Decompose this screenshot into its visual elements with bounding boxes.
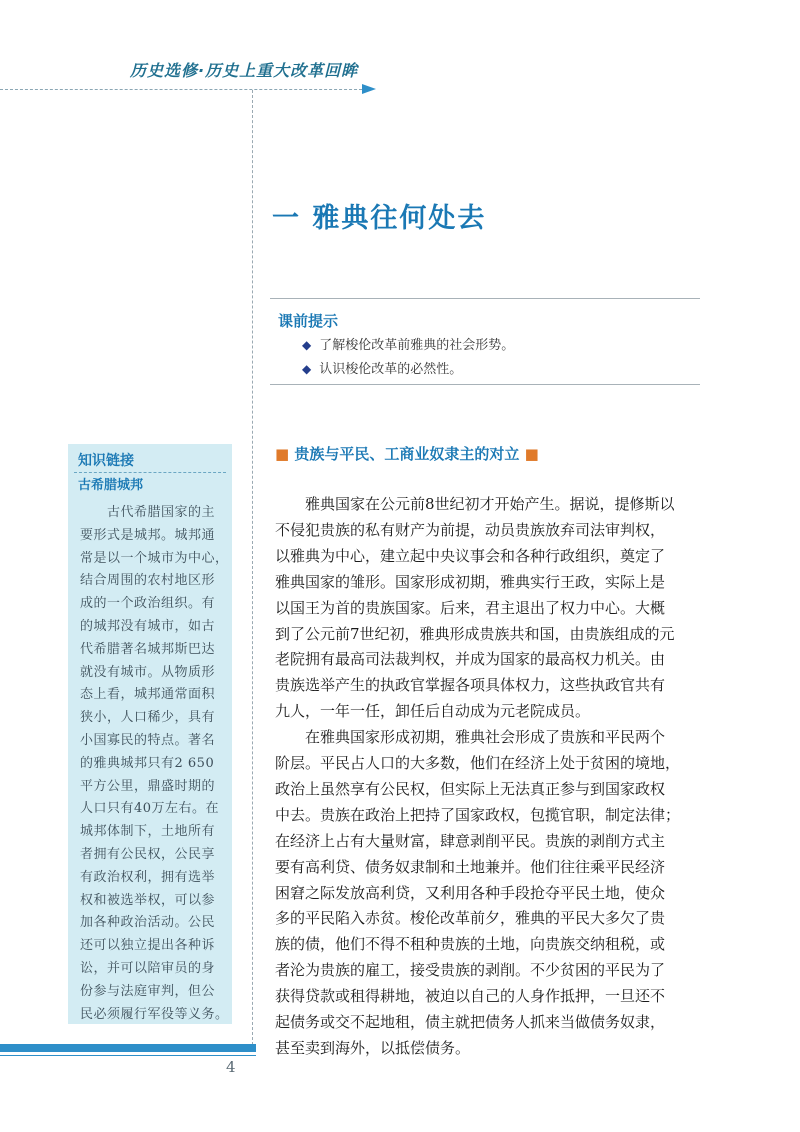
sidebar-line: 平方公里，鼎盛时期的 xyxy=(80,778,216,794)
body-line: 以国王为首的贵族国家。后来，君主退出了权力中心。大概 xyxy=(275,598,666,617)
sidebar-line: 讼，并可以陪审员的身 xyxy=(80,961,216,976)
section-heading xyxy=(275,443,539,464)
sidebar-separator xyxy=(74,472,226,473)
sidebar-line: 就没有城市。从物质形 xyxy=(80,664,216,680)
body-line: 族的债，他们不得不租种贵族的土地，向贵族交纳租税，或 xyxy=(275,935,666,954)
running-header-title: 历史选修·历史上重大改革回眸 xyxy=(130,61,359,80)
column-divider xyxy=(252,90,253,1050)
body-line: 雅典国家的雏形。国家形成初期，雅典实行王政，实际上是 xyxy=(275,572,666,591)
preview-top-rule xyxy=(270,298,700,299)
header-arrow-icon xyxy=(362,84,376,94)
body-line: 要有高利贷、债务奴隶制和土地兼并。他们往往乘平民经济 xyxy=(275,857,666,876)
sidebar-line: 还可以独立提出各种诉 xyxy=(80,938,216,954)
body-line: 不侵犯贵族的私有财产为前提，动员贵族放弃司法审判权， xyxy=(275,520,666,539)
body-line: 甚至卖到海外，以抵偿债务。 xyxy=(275,1038,471,1057)
knowledge-link-sidebar xyxy=(68,444,232,1024)
sidebar-line: 权和被选举权，可以参 xyxy=(80,892,216,908)
sidebar-line: 常是以一个城市为中心， xyxy=(80,550,229,566)
body-line: 阶层。平民占人口的大多数，他们在经济上处于贫困的境地， xyxy=(275,754,681,772)
preview-bottom-rule xyxy=(270,384,700,385)
sidebar-line: 小国寡民的特点。著名 xyxy=(80,733,216,748)
diamond-bullet-icon: ◆ xyxy=(302,362,312,376)
sidebar-line: 狭小，人口稀少，具有 xyxy=(80,710,216,726)
sidebar-line: 有政治权利，拥有选举 xyxy=(80,869,216,885)
sidebar-line: 人口只有40万左右。在 xyxy=(80,801,220,817)
sidebar-line: 古代希腊国家的主 xyxy=(80,505,216,520)
body-line: 九人，一年一任，卸任后自动成为元老院成员。 xyxy=(275,702,591,721)
body-line: 老院拥有最高司法裁判权，并成为国家的最高权力机关。由 xyxy=(275,650,666,669)
body-line: 政治上虽然享有公民权，但实际上无法真正参与到国家政权 xyxy=(275,779,666,798)
sidebar-line: 城邦体制下，土地所有 xyxy=(80,824,216,840)
sidebar-line: 民必须履行军役等义务。 xyxy=(80,1006,229,1022)
section-heading-text: 贵族与平民、工商业奴隶主的对立 xyxy=(294,445,520,463)
sidebar-line: 加各种政治活动。公民 xyxy=(80,915,216,931)
body-line: 者沦为贵族的雇工，接受贵族的剥削。不少贫困的平民为了 xyxy=(275,961,666,980)
sidebar-title: 知识链接 xyxy=(78,453,134,469)
chapter-title: 一 雅典往何处去 xyxy=(272,203,487,234)
square-marker-icon: ■ xyxy=(275,445,290,463)
sidebar-subtitle: 古希腊城邦 xyxy=(78,478,144,493)
square-marker-icon: ■ xyxy=(524,445,539,463)
preview-item: ◆ 认识梭伦改革的必然性。 xyxy=(302,362,463,377)
footer-rule xyxy=(0,1055,256,1056)
sidebar-line: 的城邦没有城市，如古 xyxy=(80,619,216,634)
preview-heading: 课前提示 xyxy=(278,312,339,330)
body-line: 到了公元前7世纪初，雅典形成贵族共和国，由贵族组成的元 xyxy=(275,624,675,643)
sidebar-line: 份参与法庭审判，但公 xyxy=(80,983,216,999)
body-line: 雅典国家在公元前8世纪初才开始产生。据说，提修斯以 xyxy=(275,495,675,513)
body-line: 中去。贵族在政治上把持了国家政权，包揽官职，制定法律； xyxy=(275,805,681,824)
footer-bar xyxy=(0,1044,256,1052)
preview-item: ◆ 了解梭伦改革前雅典的社会形势。 xyxy=(302,338,515,353)
body-line: 获得贷款或租得耕地，被迫以自己的人身作抵押，一旦还不 xyxy=(275,987,666,1006)
header-dashed-rule xyxy=(0,89,372,90)
body-line: 多的平民陷入赤贫。梭伦改革前夕，雅典的平民大多欠了贵 xyxy=(275,909,666,928)
body-line: 困窘之际发放高利贷，又利用各种手段抢夺平民土地，使众 xyxy=(275,883,666,902)
body-line: 以雅典为中心，建立起中央议事会和各种行政组织，奠定了 xyxy=(275,546,666,565)
page-number: 4 xyxy=(226,1058,236,1076)
body-line: 在雅典国家形成初期，雅典社会形成了贵族和平民两个 xyxy=(275,728,666,747)
body-line: 在经济上占有大量财富，肆意剥削平民。贵族的剥削方式主 xyxy=(275,831,666,850)
sidebar-line: 成的一个政治组织。有 xyxy=(80,596,216,612)
sidebar-line: 者拥有公民权，公民享 xyxy=(80,847,216,862)
sidebar-line: 的雅典城邦只有2 650 xyxy=(80,755,215,771)
sidebar-line: 结合周围的农村地区形 xyxy=(80,573,216,589)
diamond-bullet-icon: ◆ xyxy=(302,338,312,352)
body-line: 起债务或交不起地租，债主就把债务人抓来当做债务奴隶， xyxy=(275,1013,666,1031)
sidebar-line: 态上看，城邦通常面积 xyxy=(80,687,216,703)
sidebar-line: 代希腊著名城邦斯巴达 xyxy=(80,641,216,657)
body-line: 贵族选举产生的执政官掌握各项具体权力，这些执政官共有 xyxy=(275,676,666,695)
sidebar-line: 要形式是城邦。城邦通 xyxy=(80,527,216,543)
